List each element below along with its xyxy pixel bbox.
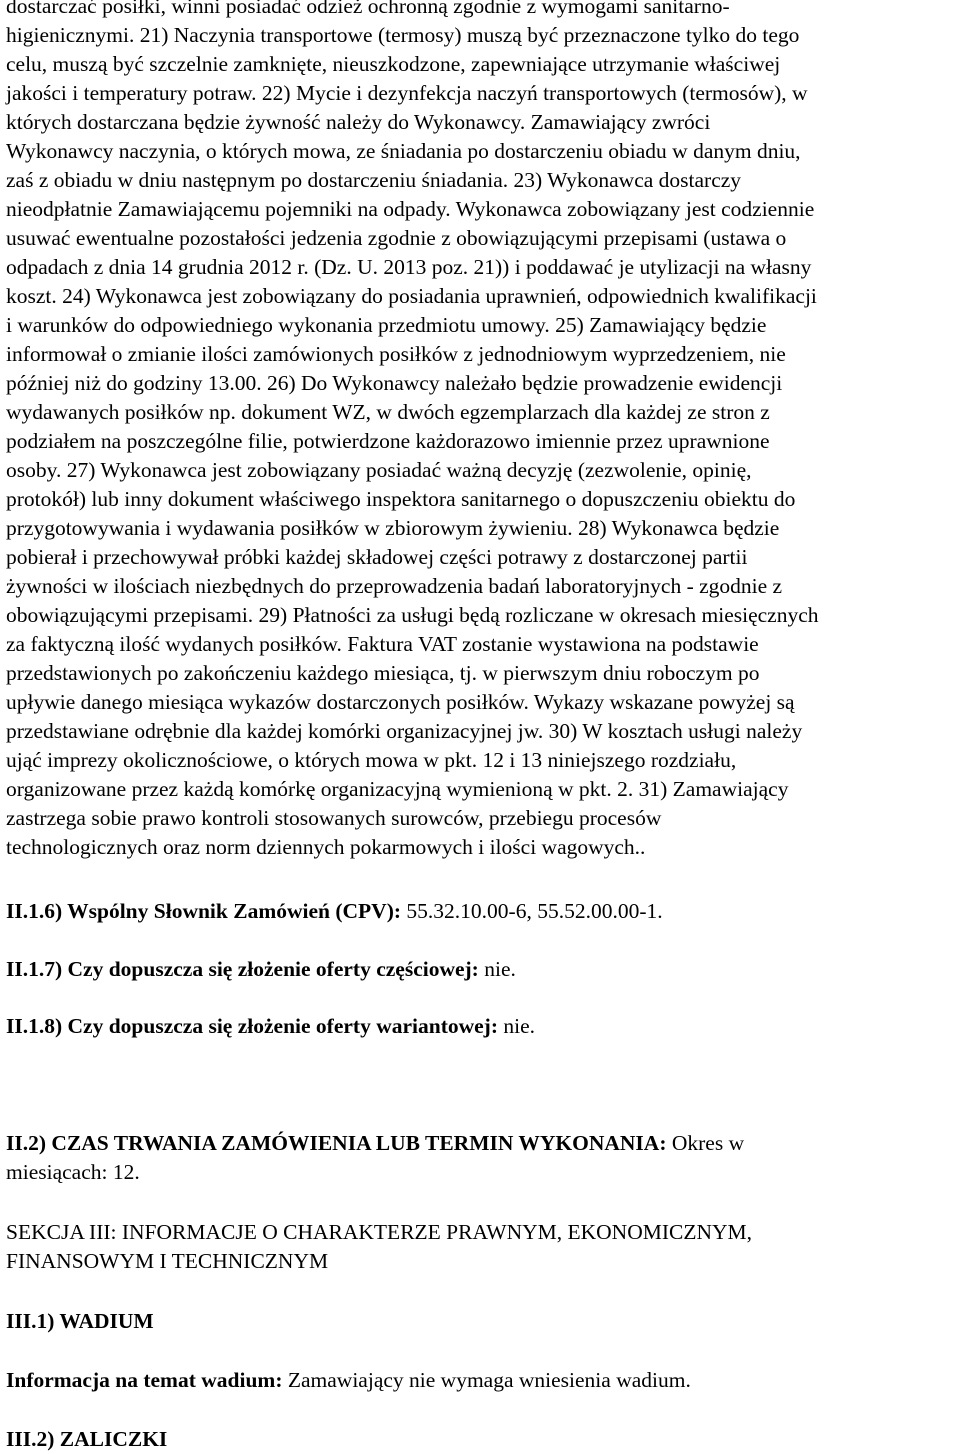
- duration-line-2: miesiącach: 12.: [6, 1160, 140, 1184]
- partial-offer-entry: [6, 955, 516, 984]
- paragraph-line: protokół) lub inny dokument właściwego inspektora sanitarnego o dopuszczeniu obiektu do: [6, 487, 796, 511]
- paragraph-line: celu, muszą być szczelnie zamknięte, nieuszkodzone, zapewniające utrzymanie właściwej: [6, 52, 781, 76]
- duration-value: Okres w: [666, 1131, 745, 1155]
- duration-line-1: [6, 1129, 958, 1158]
- paragraph-line: zastrzega sobie prawo kontroli stosowanych surowców, przebiegu procesów: [6, 806, 662, 830]
- paragraph-line: pobierał i przechowywał próbki każdej składowej części potrawy z dostarczonej partii: [6, 545, 748, 569]
- cpv-value: 55.32.10.00-6, 55.52.00.00-1.: [401, 899, 663, 923]
- duration-entry: [6, 1129, 958, 1187]
- paragraph-line: osoby. 27) Wykonawca jest zobowiązany posiadać ważną decyzję (zezwolenie, opinię,: [6, 458, 752, 482]
- paragraph-line: przygotowywania i wydawania posiłków w zbiorowym żywieniu. 28) Wykonawca będzie: [6, 516, 780, 540]
- paragraph-line: za faktyczną ilość wydanych posiłków. Faktura VAT zostanie wystawiona na podstawie: [6, 632, 759, 656]
- main-paragraph: [6, 0, 958, 862]
- paragraph-line: odpadach z dnia 14 grudnia 2012 r. (Dz. U. 2013 poz. 21)) i poddawać je utylizacji na własny: [6, 255, 812, 279]
- variant-offer-label: II.1.8) Czy dopuszcza się złożenie oferty wariantowej:: [6, 1014, 498, 1038]
- paragraph-line: których dostarczana będzie żywność należy do Wykonawcy. Zamawiający zwróci: [6, 110, 711, 134]
- paragraph-line: później niż do godziny 13.00. 26) Do Wykonawcy należało będzie prowadzenie ewidencji: [6, 371, 783, 395]
- paragraph-line: obowiązującymi przepisami. 29) Płatności za usługi będą rozliczane w okresach miesięcznych: [6, 603, 819, 627]
- cpv-entry: [6, 897, 663, 926]
- wadium-heading-text: III.1) WADIUM: [6, 1309, 154, 1333]
- paragraph-line: informował o zmianie ilości zamówionych posiłków z jednodniowym wyprzedzeniem, nie: [6, 342, 786, 366]
- paragraph-line: jakości i temperatury potraw. 22) Mycie i dezynfekcja naczyń transportowych (termosów), w: [6, 81, 808, 105]
- paragraph-line: zaś z obiadu w dniu następnym po dostarczeniu śniadania. 23) Wykonawca dostarczy: [6, 168, 742, 192]
- paragraph-line: przedstawiane odrębnie dla każdej komórki organizacyjnej jw. 30) W kosztach usługi należy: [6, 719, 803, 743]
- variant-offer-value: nie.: [498, 1014, 536, 1038]
- cpv-label: II.1.6) Wspólny Słownik Zamówień (CPV):: [6, 899, 402, 923]
- paragraph-line: dostarczać posiłki, winni posiadać odzież ochronną zgodnie z wymogami sanitarno-: [6, 0, 730, 18]
- paragraph-line: ująć imprezy okolicznościowe, o których mowa w pkt. 12 i 13 niniejszego rozdziału,: [6, 748, 737, 772]
- wadium-info-value: Zamawiający nie wymaga wniesienia wadium.: [282, 1368, 691, 1392]
- paragraph-line: żywności w ilościach niezbędnych do przeprowadzenia badań laboratoryjnych - zgodnie z: [6, 574, 783, 598]
- zaliczki-heading: [6, 1425, 167, 1454]
- variant-offer-entry: [6, 1012, 535, 1041]
- section-3-heading: [6, 1218, 958, 1276]
- partial-offer-value: nie.: [478, 957, 516, 981]
- paragraph-line: podziałem na poszczególne filie, potwierdzone każdorazowo imiennie przez uprawnione: [6, 429, 770, 453]
- paragraph-line: organizowane przez każdą komórkę organizacyjną wymienioną w pkt. 2. 31) Zamawiający: [6, 777, 789, 801]
- paragraph-line: higienicznymi. 21) Naczynia transportowe (termosy) muszą być przeznaczone tylko do tego: [6, 23, 800, 47]
- paragraph-line: nieodpłatnie Zamawiającemu pojemniki na odpady. Wykonawca zobowiązany jest codziennie: [6, 197, 815, 221]
- duration-label: II.2) CZAS TRWANIA ZAMÓWIENIA LUB TERMIN WYKONANIA:: [6, 1131, 667, 1155]
- paragraph-line: koszt. 24) Wykonawca jest zobowiązany do posiadania uprawnień, odpowiednich kwalifikacji: [6, 284, 817, 308]
- partial-offer-label: II.1.7) Czy dopuszcza się złożenie oferty częściowej:: [6, 957, 479, 981]
- paragraph-line: przedstawionych po zakończeniu każdego miesiąca, tj. w pierwszym dniu roboczym po: [6, 661, 760, 685]
- paragraph-line: wydawanych posiłków np. dokument WZ, w dwóch egzemplarzach dla każdej ze stron z: [6, 400, 770, 424]
- wadium-heading: [6, 1307, 154, 1336]
- paragraph-line: upływie danego miesiąca wykazów dostarczonych posiłków. Wykazy wskazane powyżej są: [6, 690, 795, 714]
- paragraph-line: i warunków do odpowiedniego wykonania przedmiotu umowy. 25) Zamawiający będzie: [6, 313, 767, 337]
- paragraph-line: technologicznych oraz norm dziennych pokarmowych i ilości wagowych..: [6, 835, 646, 859]
- wadium-info-label: Informacja na temat wadium:: [6, 1368, 283, 1392]
- zaliczki-heading-text: III.2) ZALICZKI: [6, 1427, 168, 1451]
- section-3-line-1: SEKCJA III: INFORMACJE O CHARAKTERZE PRAWNYM, EKONOMICZNYM,: [6, 1220, 753, 1244]
- paragraph-line: usuwać ewentualne pozostałości jedzenia zgodnie z obowiązującymi przepisami (ustawa o: [6, 226, 787, 250]
- wadium-info-entry: [6, 1366, 691, 1395]
- section-3-line-2: FINANSOWYM I TECHNICZNYM: [6, 1249, 329, 1273]
- paragraph-line: Wykonawcy naczynia, o których mowa, ze śniadania po dostarczeniu obiadu w danym dniu,: [6, 139, 801, 163]
